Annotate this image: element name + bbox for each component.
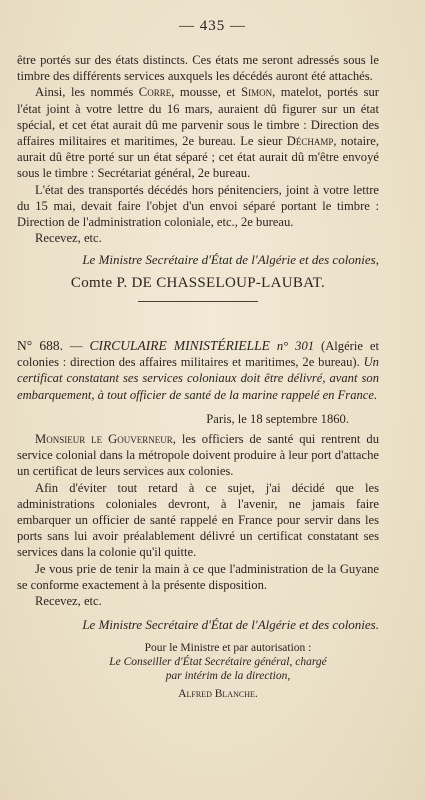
- circular-paragraph-2: Afin d'éviter tout retard à ce sujet, j'ai décidé que les administrations coloniales devront, à l'avenir, ne jamais faire embarquer un officier de santé rappelé en France pour servir dans les ports sans lui avoir préalablement délivré un certificat constatant ses services dans la colonie qu'il quitte.: [17, 480, 379, 560]
- paragraph-1: être portés sur des états distincts. Ces états me seront adressés sous le timbre des différents services auxquels les décédés auront été attachés.: [17, 53, 379, 84]
- closing: Recevez, etc.: [35, 231, 102, 246]
- section-divider: [138, 301, 258, 302]
- counsellor-line-2: par intérim de la direction,: [165, 670, 291, 683]
- circular-date: Paris, le 18 septembre 1860.: [206, 411, 349, 426]
- paragraph-2: Ainsi, les nommés Corre, mousse, et Simon, matelot, portés sur l'état joint à votre lettre du 16 mars, auraient dû figurer sur un état spécial, et cet état aurait dû me parvenir sous le timbre : Direction des affaires militaires et maritimes, 2e bureau. Le sieur Déchamp, notaire, aurait dû être porté sur un état séparé ; cet état aurait dû m'être envoyé sous le timbre : Secrétariat général, 2e bureau.: [17, 85, 379, 181]
- circular-signature-title: Le Ministre Secrétaire d'État de l'Algérie et des colonies.: [82, 617, 379, 633]
- letter-continuation: [17, 52, 379, 302]
- signature-title: Le Ministre Secrétaire d'État de l'Algérie et des colonies,: [82, 252, 379, 268]
- circular-paragraph-1: Monsieur le Gouverneur, les officiers de santé qui rentrent du service colonial dans la métropole doivent produire à leur port d'attache un certificat de leurs services aux colonies.: [17, 432, 379, 479]
- circular-heading: N° 688. — CIRCULAIRE MINISTÉRIELLE n° 301 (Algérie et colonies : direction des affaires militaires et maritimes, 2e bureau). Un certificat constatant ses services coloniaux doit être délivré, avant son embarquement, à tout officier de santé de la marine rappelé en France.: [17, 338, 380, 402]
- counsellor-line-1: Le Conseiller d'État Secrétaire général, chargé: [109, 656, 327, 669]
- by-order-line: Pour le Ministre et par autorisation :: [144, 642, 312, 655]
- signature-name: Comte P. DE CHASSELOUP-LAUBAT.: [70, 274, 326, 291]
- paragraph-3: L'état des transportés décédés hors pénitenciers, joint à votre lettre du 15 mai, devait faire l'objet d'un envoi séparé portant le timbre : Direction de l'administration coloniale, etc., 2e bureau.: [17, 182, 379, 230]
- page-number: — 435 —: [179, 18, 246, 34]
- circular-688: [17, 338, 379, 701]
- circular-paragraph-3: Je vous prie de tenir la main à ce que l'administration de la Guyane se conforme exactement à la présente disposition.: [17, 561, 379, 592]
- counsellor-name: Alfred Blanche.: [178, 688, 258, 701]
- circular-closing: Recevez, etc.: [35, 594, 102, 609]
